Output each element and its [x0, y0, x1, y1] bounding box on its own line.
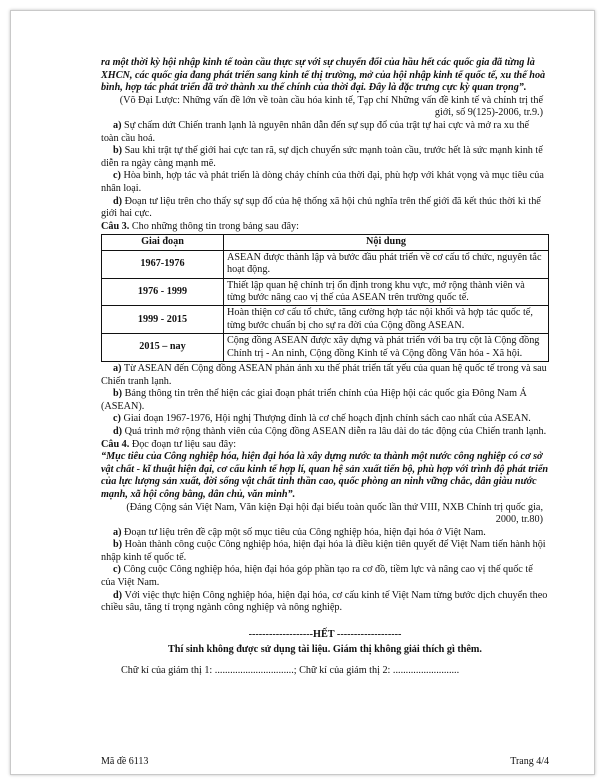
table-header-content: Nội dung	[224, 235, 549, 250]
exam-code: Mã đề 6113	[101, 756, 149, 767]
statement-text: Sự chấm dứt Chiến tranh lạnh là nguyên nhân dẫn đến sự sụp đổ của trật tự hai cực và mở ra xu thế toàn cầu hoá.	[101, 119, 530, 144]
statement-2c	[101, 170, 549, 195]
table-cell-content: Thiết lập quan hệ chính trị ổn định trong khu vực, mở rộng thành viên và từng bước nâng cao vị thế của ASEAN trên trường quốc tế.	[224, 278, 549, 306]
table-header-period: Giai đoạn	[102, 235, 224, 250]
statement-text: Từ ASEAN đến Cộng đồng ASEAN phản ánh xu thế phát triển tất yếu của quan hệ quốc tế trong và sau Chiến tranh lạnh.	[101, 362, 547, 387]
statement-label: c)	[113, 413, 121, 425]
question-4-prompt: Đọc đoạn tư liệu sau đây:	[131, 438, 237, 450]
statement-4d	[101, 590, 549, 615]
statement-2b	[101, 145, 549, 170]
statement-label: c)	[113, 170, 121, 182]
table-cell-period: 1967-1976	[102, 250, 224, 278]
page-content	[101, 57, 549, 678]
table-cell-period: 1976 - 1999	[102, 278, 224, 306]
statement-label: d)	[113, 195, 123, 207]
statement-text: Sau khi trật tự thế giới hai cực tan rã, sự dịch chuyển sức mạnh toàn cầu, trước hết là sức mạnh kinh tế diễn ra ngày càng mạnh mẽ.	[101, 145, 543, 169]
statement-3a	[101, 363, 549, 388]
asean-table	[101, 234, 549, 362]
statement-3c	[101, 413, 549, 426]
question-3-title: Câu 3.	[101, 220, 130, 232]
end-mark: -------------------HẾT -------------------	[248, 628, 402, 640]
statement-4a	[101, 527, 549, 540]
statement-3d	[101, 426, 549, 439]
statement-4b	[101, 539, 549, 564]
table-cell-content: Cộng đồng ASEAN được xây dựng và phát triển với ba trụ cột là Cộng đồng Chính trị - An ninh, Cộng đồng Kinh tế và Cộng đồng Văn hóa - Xã hội.	[224, 334, 549, 362]
table-row	[102, 334, 549, 362]
table-cell-period: 2015 – nay	[102, 334, 224, 362]
statement-4c	[101, 564, 549, 589]
statement-label: d)	[113, 425, 123, 437]
signature-line: Chữ kí của giám thị 1: ...............................; Chữ kí của giám thị 2: ..........................	[121, 665, 460, 677]
table-header-row	[102, 235, 549, 250]
question-2-statements	[101, 120, 549, 221]
page-footer	[101, 756, 549, 767]
statement-label: a)	[113, 119, 122, 131]
table-cell-content: ASEAN được thành lập và bước đầu phát triển về cơ cấu tổ chức, nguyên tắc hoạt động.	[224, 250, 549, 278]
statement-text: Đoạn tư liệu trên đề cập một số mục tiêu của Công nghiệp hóa, hiện đại hóa ở Việt Nam.	[124, 526, 486, 538]
statement-2a	[101, 120, 549, 145]
statement-label: a)	[113, 362, 122, 374]
table-row	[102, 278, 549, 306]
end-note: Thí sinh không được sử dụng tài liệu. Giám thị không giải thích gì thêm.	[168, 644, 482, 656]
question-3-header	[101, 221, 549, 234]
statement-text: Hoàn thành công cuộc Công nghiệp hóa, hiện đại hóa là điều kiện tiên quyết để Việt Nam tiến hành hội nhập kinh tế quốc tế.	[101, 539, 546, 563]
statement-label: d)	[113, 589, 123, 601]
question-4-quote: “Mục tiêu của Công nghiệp hóa, hiện đại hóa là xây dựng nước ta thành một nước công nghiệp có cơ sở vật chất - kĩ thuật hiện đại, cơ cấu kinh tế hợp lí, quan hệ sản xuất tiến bộ, phù hợp với trình độ phát triển của lực lượng sản xuất, đời sống vật chất tinh thần cao, quốc phòng an ninh vững chắc, dân giàu nước mạnh, xã hội công bằng, dân chủ, văn minh”.	[101, 451, 549, 500]
statement-label: b)	[113, 145, 123, 157]
question-3-statements	[101, 363, 549, 439]
statement-label: b)	[113, 388, 123, 400]
statement-3b	[101, 388, 549, 413]
document-page	[10, 10, 595, 775]
statement-label: c)	[113, 564, 121, 576]
page-number: Trang 4/4	[510, 756, 549, 767]
statement-label: a)	[113, 526, 122, 538]
table-cell-period: 1999 - 2015	[102, 306, 224, 334]
statement-text: Bảng thông tin trên thể hiện các giai đoạn phát triển chính của Hiệp hội các quốc gia Đông Nam Á (ASEAN).	[101, 388, 527, 412]
question-3-prompt: Cho những thông tin trong bảng sau đây:	[131, 220, 299, 232]
statement-text: Quá trình mở rộng thành viên của Cộng đồng ASEAN diễn ra lâu dài do tác động của Chiến tranh lạnh.	[124, 425, 547, 437]
table-cell-content: Hoàn thiện cơ cấu tổ chức, tăng cường hợp tác nội khối và hợp tác quốc tế, từng bước chuẩn bị cho sự ra đời của Cộng đồng ASEAN.	[224, 306, 549, 334]
statement-text: Hòa bình, hợp tác và phát triển là dòng chảy chính của thời đại, phù hợp với khát vọng và mục tiêu của nhân loại.	[101, 170, 544, 194]
question-4-source: (Đảng Cộng sản Việt Nam, Văn kiện Đại hội đại biểu toàn quốc lần thứ VIII, NXB Chính trị quốc gia, 2000, tr.80)	[126, 501, 543, 526]
question-4-header	[101, 439, 549, 452]
intro-quote: ra một thời kỳ hội nhập kinh tế toàn cầu thực sự với sự chuyển đổi của hầu hết các quốc gia đã từng là XHCN, các quốc gia đang phát triển sang kinh tế thị trường, mở của hội nhập kinh tế quốc tế, xu thế hoà bình, hợp tác phát triển đã trở thành xu thế chính của thời đại. Đây là đặc trưng cực kỳ quan trọng”.	[101, 57, 546, 94]
intro-source: (Võ Đại Lược: Những vấn đề lớn về toàn cầu hóa kinh tế, Tạp chí Những vấn đề kinh tế và chính trị thế giới, số 9(125)-2006, tr.9.)	[119, 94, 543, 119]
table-row	[102, 306, 549, 334]
question-4-statements	[101, 527, 549, 615]
statement-text: Với việc thực hiện Công nghiệp hóa, hiện đại hóa, cơ cấu kinh tế Việt Nam từng bước dịch chuyển theo chiều sâu, tăng tỉ trọng ngành công nghiệp và nông nghiệp.	[101, 589, 548, 614]
table-row	[102, 250, 549, 278]
statement-text: Công cuộc Công nghiệp hóa, hiện đại hóa góp phần tạo ra cơ đồ, tiềm lực và nâng cao vị thế quốc tế của Việt Nam.	[101, 564, 533, 589]
statement-2d	[101, 196, 549, 221]
statement-text: Đoạn tư liệu trên cho thấy sự sụp đổ của hệ thống xã hội chủ nghĩa trên thế giới đã kết thúc thời kì thế giới hai cực.	[101, 195, 541, 220]
statement-text: Giai đoạn 1967-1976, Hội nghị Thượng đỉnh là cơ chế hoạch định chính sách cao nhất của ASEAN.	[123, 413, 531, 425]
question-4-title: Câu 4.	[101, 438, 130, 450]
statement-label: b)	[113, 539, 123, 551]
